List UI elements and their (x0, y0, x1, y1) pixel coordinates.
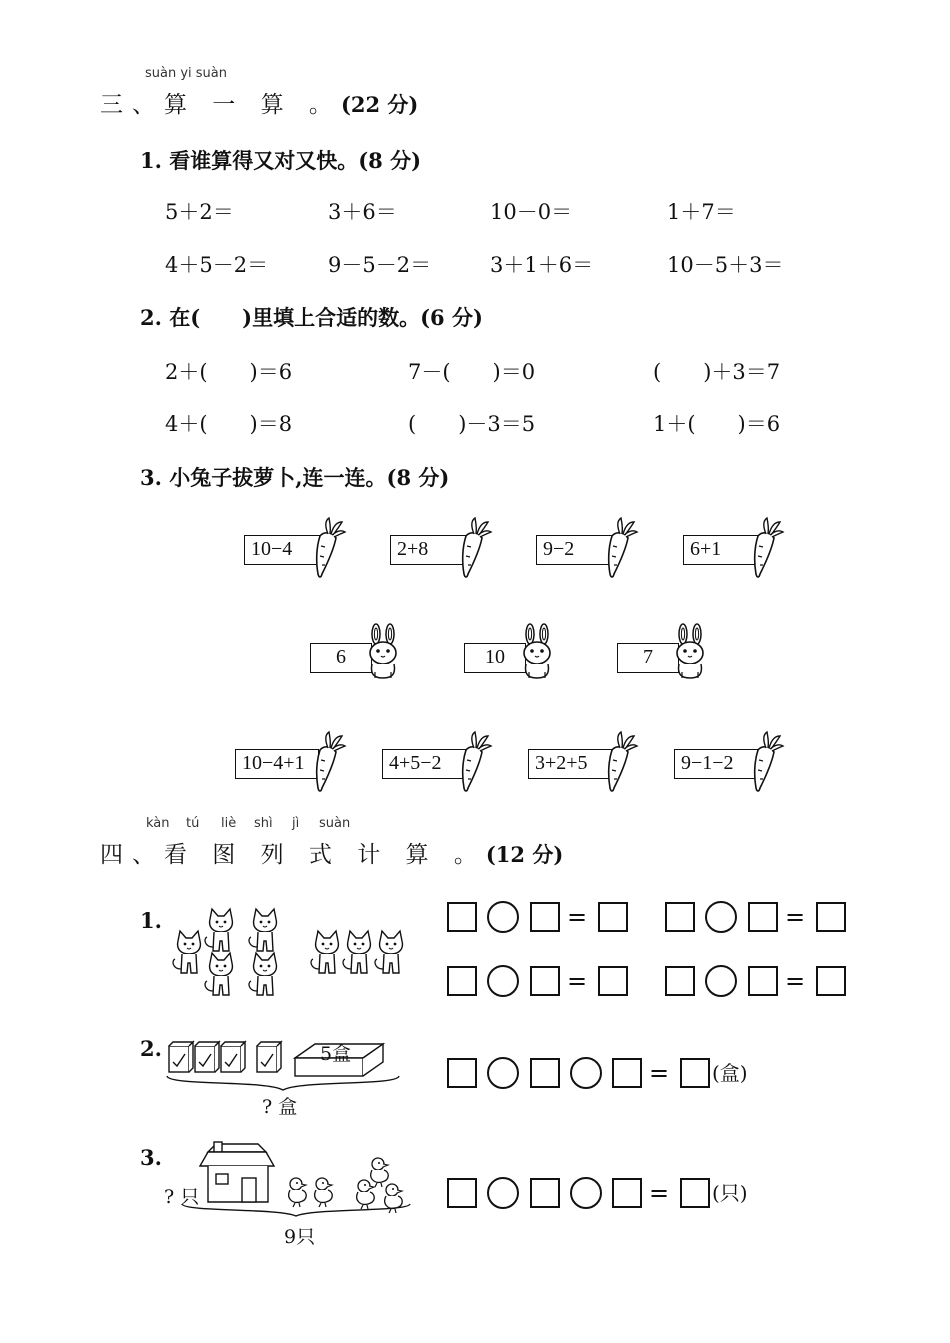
carrot-icon (606, 518, 640, 578)
operator-circle[interactable] (705, 901, 737, 933)
equals-sign: = (649, 1179, 670, 1207)
q1-equation: 10－5＋3＝ (667, 253, 784, 277)
operator-circle[interactable] (487, 1177, 519, 1209)
q1-equation: 1＋7＝ (667, 200, 736, 224)
carrot-tag-top: 10−4 (244, 535, 320, 565)
pinyin-syllable: jì (292, 816, 300, 831)
pinyin-syllable: tú (186, 816, 200, 831)
unknown-count-label: ? 只 (164, 1186, 200, 1208)
box-count-label: 5盒 (320, 1043, 352, 1065)
operator-circle[interactable] (487, 965, 519, 997)
rabbit-icon (364, 626, 404, 682)
carrot-tag-bottom: 3+2+5 (528, 749, 612, 779)
s4-q3-label: 3. (140, 1145, 162, 1170)
answer-box[interactable] (530, 902, 560, 932)
q1-equation: 3＋6＝ (328, 200, 397, 224)
unit-label: (盒) (712, 1061, 748, 1085)
total-count-label: 9只 (284, 1226, 316, 1248)
q1-title: 1. 看谁算得又对又快。(8 分) (140, 148, 422, 173)
operator-circle[interactable] (570, 1057, 602, 1089)
pinyin-syllable: shì (254, 816, 273, 831)
operator-circle[interactable] (487, 901, 519, 933)
cats-illustration (165, 905, 415, 1000)
answer-box[interactable] (680, 1058, 710, 1088)
q2-equation: 1＋( )＝6 (653, 412, 781, 436)
equals-sign: = (785, 903, 806, 931)
carrot-icon (606, 732, 640, 792)
answer-box[interactable] (598, 902, 628, 932)
answer-box[interactable] (447, 1058, 477, 1088)
answer-box[interactable] (530, 966, 560, 996)
house-ducks-illustration (178, 1142, 418, 1222)
q2-equation: 4＋( )＝8 (165, 412, 293, 436)
q2-title: 2. 在( )里填上合适的数。(6 分) (140, 305, 483, 330)
answer-box[interactable] (816, 966, 846, 996)
q1-equation: 5＋2＝ (165, 200, 234, 224)
answer-box[interactable] (530, 1058, 560, 1088)
q1-equation: 4＋5－2＝ (165, 253, 269, 277)
section3-title-text: 三、算 一 算 。 (100, 92, 341, 118)
carrot-icon (752, 732, 786, 792)
rabbit-tag: 6 (310, 643, 372, 673)
rabbit-icon (518, 626, 558, 682)
equals-sign: = (567, 903, 588, 931)
equals-sign: = (567, 967, 588, 995)
q1-equation: 10－0＝ (490, 200, 573, 224)
pinyin-syllable: kàn (146, 816, 170, 831)
answer-box[interactable] (680, 1178, 710, 1208)
section4-title-text: 四、看 图 列 式 计 算 。 (100, 842, 486, 868)
rabbit-tag: 10 (464, 643, 526, 673)
carrot-icon (314, 518, 348, 578)
q3-title: 3. 小兔子拔萝卜,连一连。(8 分) (140, 465, 450, 490)
unit-label: (只) (712, 1181, 748, 1205)
q2-equation: 7－( )＝0 (408, 360, 536, 384)
carrot-tag-bottom: 4+5−2 (382, 749, 466, 779)
answer-box[interactable] (665, 902, 695, 932)
answer-box[interactable] (748, 966, 778, 996)
carrot-tag-bottom: 10−4+1 (235, 749, 319, 779)
carrot-tag-top: 9−2 (536, 535, 612, 565)
q2-equation: 2＋( )＝6 (165, 360, 293, 384)
answer-box[interactable] (530, 1178, 560, 1208)
equals-sign: = (649, 1059, 670, 1087)
juice-boxes-illustration (165, 1036, 405, 1096)
carrot-icon (752, 518, 786, 578)
answer-box[interactable] (816, 902, 846, 932)
answer-box[interactable] (447, 1178, 477, 1208)
pinyin-syllable: liè (221, 816, 237, 831)
carrot-tag-top: 6+1 (683, 535, 759, 565)
answer-box[interactable] (748, 902, 778, 932)
equals-sign: = (785, 967, 806, 995)
carrot-icon (460, 732, 494, 792)
q2-equation: ( )＋3＝7 (653, 360, 781, 384)
q1-equation: 9－5－2＝ (328, 253, 432, 277)
section4-score: (12 分) (485, 842, 564, 867)
carrot-tag-bottom: 9−1−2 (674, 749, 758, 779)
answer-box[interactable] (598, 966, 628, 996)
pinyin-syllable: suàn (319, 816, 351, 831)
operator-circle[interactable] (487, 1057, 519, 1089)
operator-circle[interactable] (570, 1177, 602, 1209)
answer-box[interactable] (447, 966, 477, 996)
section3-title (100, 86, 418, 119)
carrot-icon (314, 732, 348, 792)
section3-score: (22 分) (340, 92, 419, 117)
q1-equation: 3＋1＋6＝ (490, 253, 594, 277)
s4-q2-label: 2. (140, 1036, 162, 1061)
answer-box[interactable] (447, 902, 477, 932)
carrot-icon (460, 518, 494, 578)
brace-label: ? 盒 (262, 1096, 298, 1118)
section3-pinyin: suàn yi suàn (145, 66, 228, 81)
answer-box[interactable] (612, 1178, 642, 1208)
section4-title (100, 836, 563, 869)
s4-q1-label: 1. (140, 908, 162, 933)
answer-box[interactable] (665, 966, 695, 996)
carrot-tag-top: 2+8 (390, 535, 466, 565)
answer-box[interactable] (612, 1058, 642, 1088)
rabbit-tag: 7 (617, 643, 679, 673)
q2-equation: ( )－3＝5 (408, 412, 536, 436)
rabbit-icon (671, 626, 711, 682)
operator-circle[interactable] (705, 965, 737, 997)
